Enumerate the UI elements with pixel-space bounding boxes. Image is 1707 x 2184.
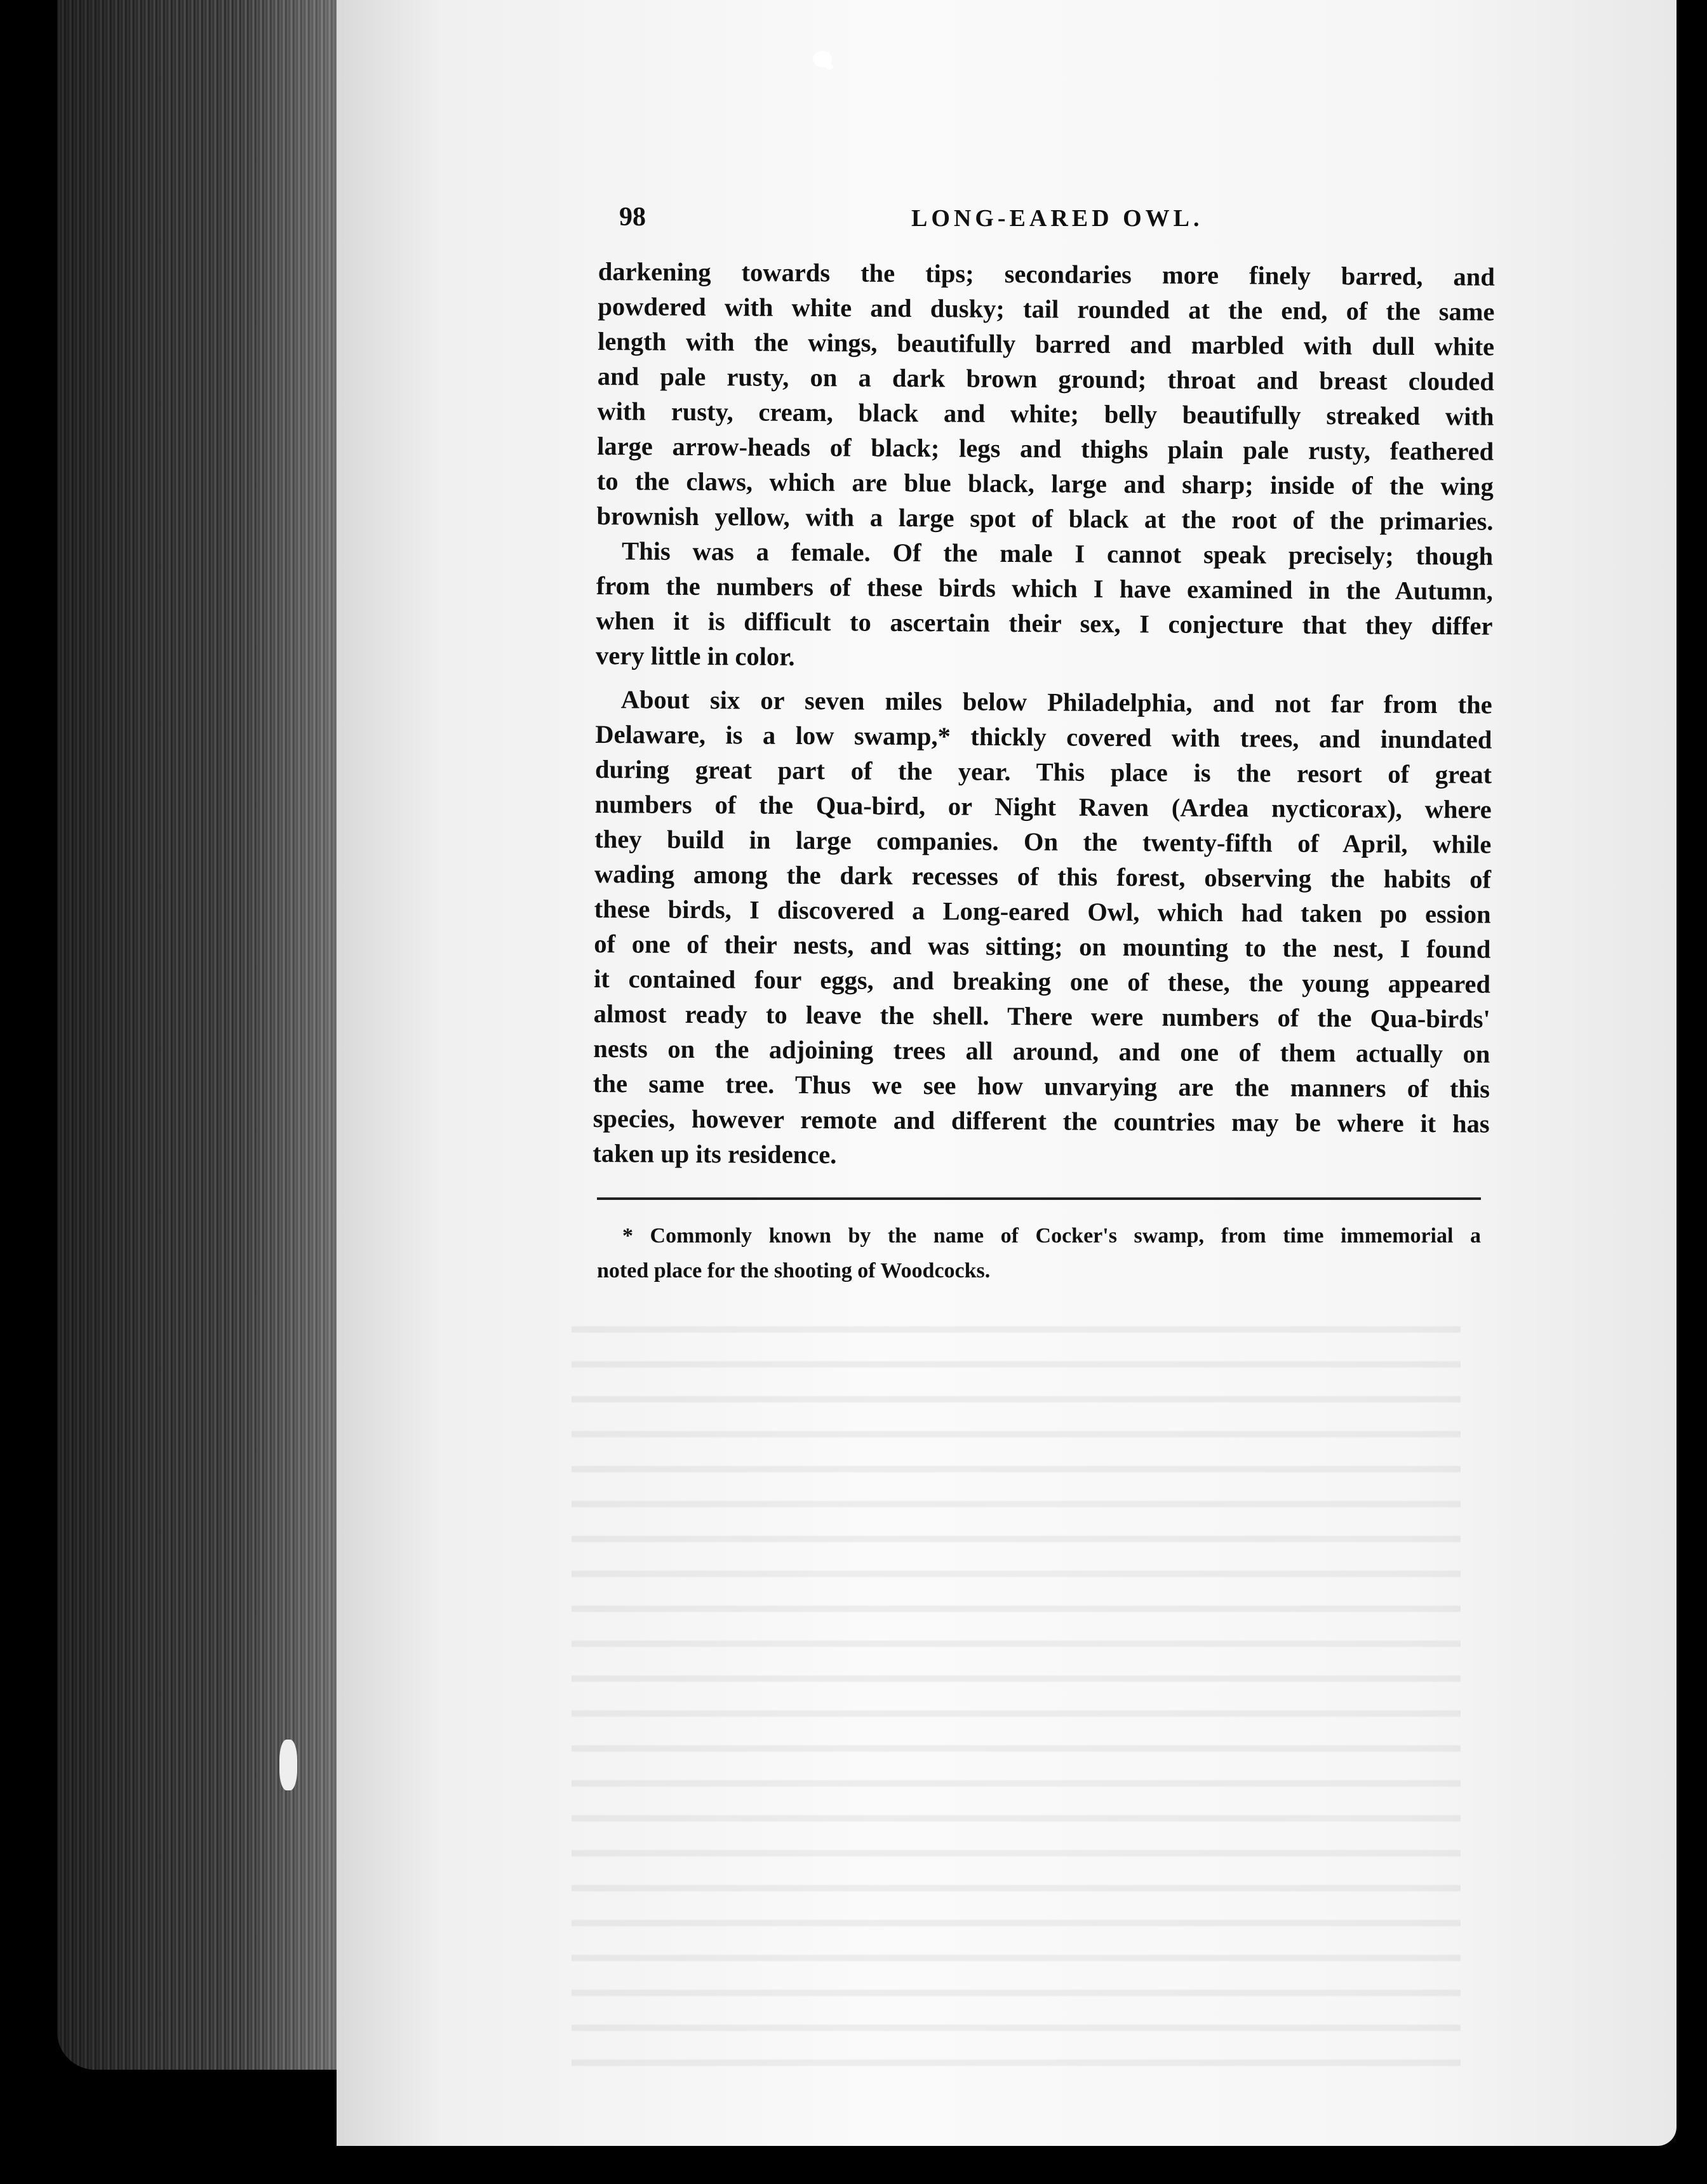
text-line: This was a female. Of the male I cannot speak precisely; though bbox=[622, 536, 1494, 571]
text-line: from the numbers of these birds which I have examined in the Autumn, bbox=[596, 571, 1493, 606]
text-line: very little in color. bbox=[595, 641, 795, 671]
text-line: almost ready to leave the shell. There were numbers of the Qua-birds' bbox=[593, 999, 1490, 1034]
running-title: LONG-EARED OWL. bbox=[911, 205, 1203, 232]
text-line: length with the wings, beautifully barred and marbled with dull white bbox=[598, 326, 1495, 361]
text-line: Delaware, is a low swamp,* thickly covered with trees, and inundated bbox=[595, 719, 1492, 754]
text-line: during great part of the year. This place is the resort of great bbox=[594, 754, 1492, 789]
scan-border-right bbox=[1677, 0, 1707, 2184]
text-line: numbers of the Qua-bird, or Night Raven (Ardea nycticorax), where bbox=[594, 789, 1492, 824]
text-line: when it is difficult to ascertain their sex, I conjecture that they differ bbox=[596, 606, 1493, 641]
text-line: the same tree. Thus we see how unvarying are the manners of this bbox=[592, 1069, 1490, 1103]
text-line: nests on the adjoining trees all around, and one of them actually on bbox=[593, 1034, 1490, 1069]
page-edge-shadow bbox=[57, 0, 356, 2070]
show-through-text bbox=[572, 1302, 1461, 2082]
text-line: taken up its residence. bbox=[592, 1138, 837, 1169]
text-line: of one of their nests, and was sitting; on mounting to the nest, I found bbox=[594, 929, 1491, 964]
footnote-line: noted place for the shooting of Woodcocks. bbox=[597, 1259, 991, 1282]
text-line: with rusty, cream, black and white; belly beautifully streaked with bbox=[597, 396, 1494, 431]
dust-speck bbox=[826, 63, 833, 70]
page-number: 98 bbox=[619, 203, 646, 232]
footnote bbox=[597, 1222, 1481, 1291]
text-line: they build in large companies. On the twenty-fifth of April, while bbox=[594, 824, 1492, 859]
text-line: wading among the dark recesses of this forest, observing the habits of bbox=[594, 859, 1492, 894]
text-line: darkening towards the tips; secondaries more finely barred, and bbox=[598, 256, 1495, 291]
text-line: brownish yellow, with a large spot of black at the root of the primaries. bbox=[596, 501, 1494, 536]
text-line: species, however remote and different the countries may be where it has bbox=[592, 1103, 1490, 1138]
text-line: powdered with white and dusky; tail rounded at the end, of the same bbox=[598, 291, 1495, 326]
text-line: it contained four eggs, and breaking one of these, the young appeared bbox=[593, 964, 1491, 999]
text-line: About six or seven miles below Philadelphia, and not far from the bbox=[620, 685, 1492, 719]
running-header bbox=[619, 202, 1502, 240]
footnote-rule bbox=[597, 1197, 1481, 1200]
text-line: large arrow-heads of black; legs and thighs plain pale rusty, feathered bbox=[597, 431, 1494, 466]
footnote-line: * Commonly known by the name of Cocker's swamp, from time immemorial a bbox=[622, 1224, 1481, 1248]
text-line: to the claws, which are blue black, large and sharp; inside of the wing bbox=[596, 466, 1494, 501]
edge-smudge bbox=[279, 1740, 297, 1790]
body-text bbox=[592, 254, 1495, 1176]
text-line: these birds, I discovered a Long-eared Owl, which had taken po ession bbox=[594, 894, 1491, 929]
text-line: and pale rusty, on a dark brown ground; throat and breast clouded bbox=[597, 361, 1494, 396]
